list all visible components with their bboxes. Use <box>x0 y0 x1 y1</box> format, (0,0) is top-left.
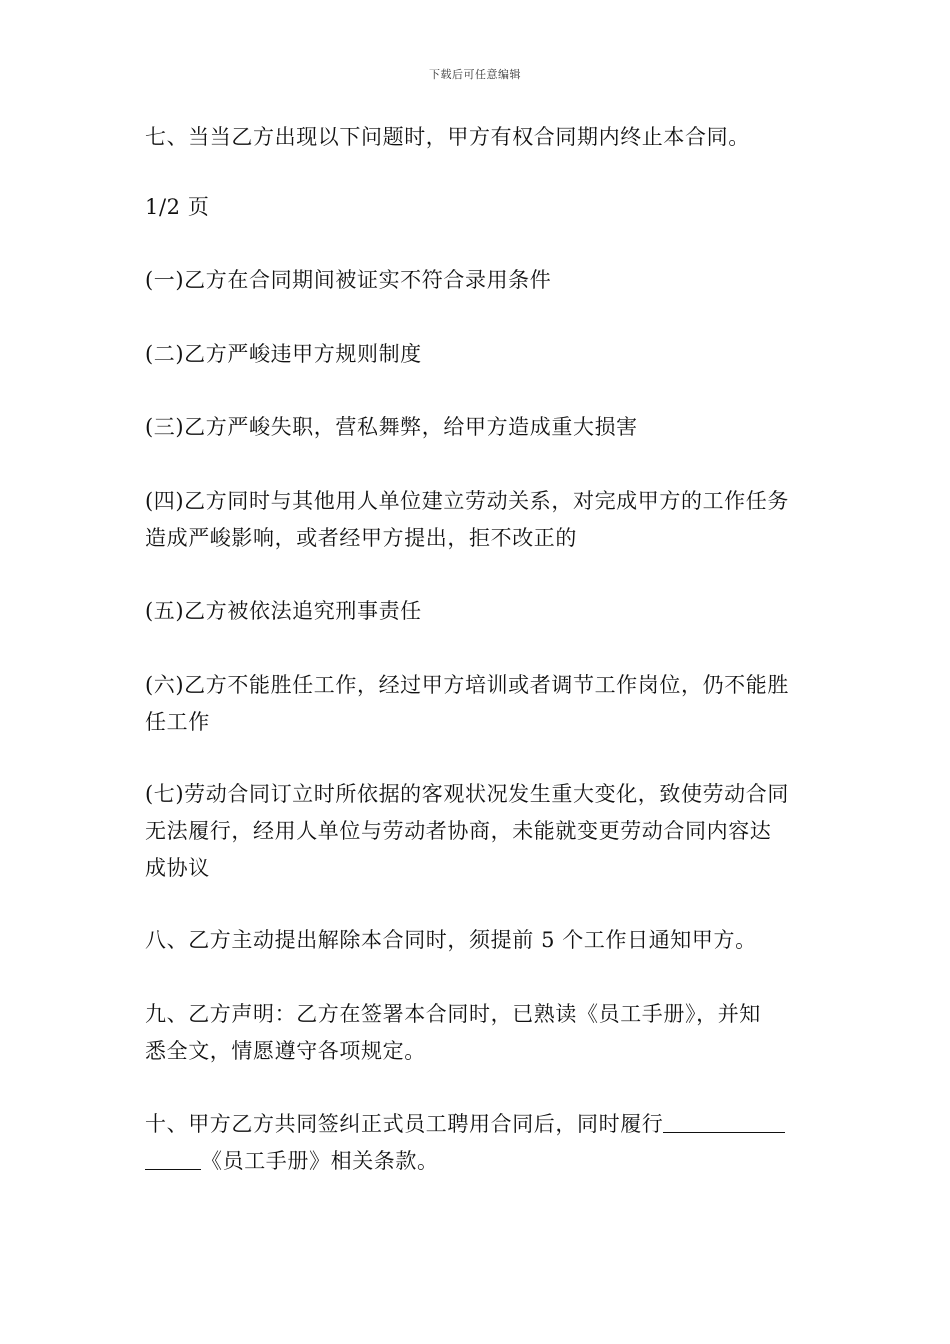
text-line: 悉全文，情愿遵守各项规定。 <box>145 1039 426 1063</box>
text-line: 造成严峻影响，或者经甲方提出，拒不改正的 <box>145 526 577 550</box>
clause-7-item-7 <box>145 776 815 887</box>
text-line: (一)乙方在合同期间被证实不符合录用条件 <box>145 268 552 292</box>
text-line: 《员工手册》相关条款。 <box>201 1149 439 1173</box>
text-line: 七、当当乙方出现以下问题时，甲方有权合同期内终止本合同。 <box>145 125 750 149</box>
fill-in-blank <box>145 1147 201 1170</box>
text-line: 八、乙方主动提出解除本合同时，须提前 5 个工作日通知甲方。 <box>145 928 757 952</box>
fill-in-blank <box>663 1110 785 1133</box>
page-number <box>145 189 815 226</box>
clause-7-item-2 <box>145 336 815 373</box>
text-line: 成协议 <box>145 856 210 880</box>
text-line: 1/2 页 <box>145 195 210 219</box>
text-line: 任工作 <box>145 710 210 734</box>
text-line: (四)乙方同时与其他用人单位建立劳动关系，对完成甲方的工作任务 <box>145 489 789 513</box>
text-line: (二)乙方严峻违甲方规则制度 <box>145 342 422 366</box>
clause-10 <box>145 1106 815 1180</box>
clause-7-item-3 <box>145 409 815 446</box>
text-line: (五)乙方被依法追究刑事责任 <box>145 599 422 623</box>
clause-7-item-4 <box>145 483 815 557</box>
text-line: 无法履行，经用人单位与劳动者协商，未能就变更劳动合同内容达 <box>145 819 772 843</box>
clause-8 <box>145 922 815 959</box>
clause-9 <box>145 996 815 1070</box>
text-line: (七)劳动合同订立时所依据的客观状况发生重大变化，致使劳动合同 <box>145 782 789 806</box>
text-line: 九、乙方声明：乙方在签署本合同时，已熟读《员工手册》，并知 <box>145 1002 761 1026</box>
clause-7 <box>145 119 815 156</box>
clause-7-item-5 <box>145 593 815 630</box>
text-line: (三)乙方严峻失职，营私舞弊，给甲方造成重大损害 <box>145 415 638 439</box>
text-line: 十、甲方乙方共同签纠正式员工聘用合同后，同时履行 <box>145 1112 664 1136</box>
text-line: (六)乙方不能胜任工作，经过甲方培训或者调节工作岗位，仍不能胜 <box>145 673 789 697</box>
clause-7-item-6 <box>145 667 815 741</box>
clause-7-item-1 <box>145 262 815 299</box>
page-header: 下载后可任意编辑 <box>429 68 521 81</box>
